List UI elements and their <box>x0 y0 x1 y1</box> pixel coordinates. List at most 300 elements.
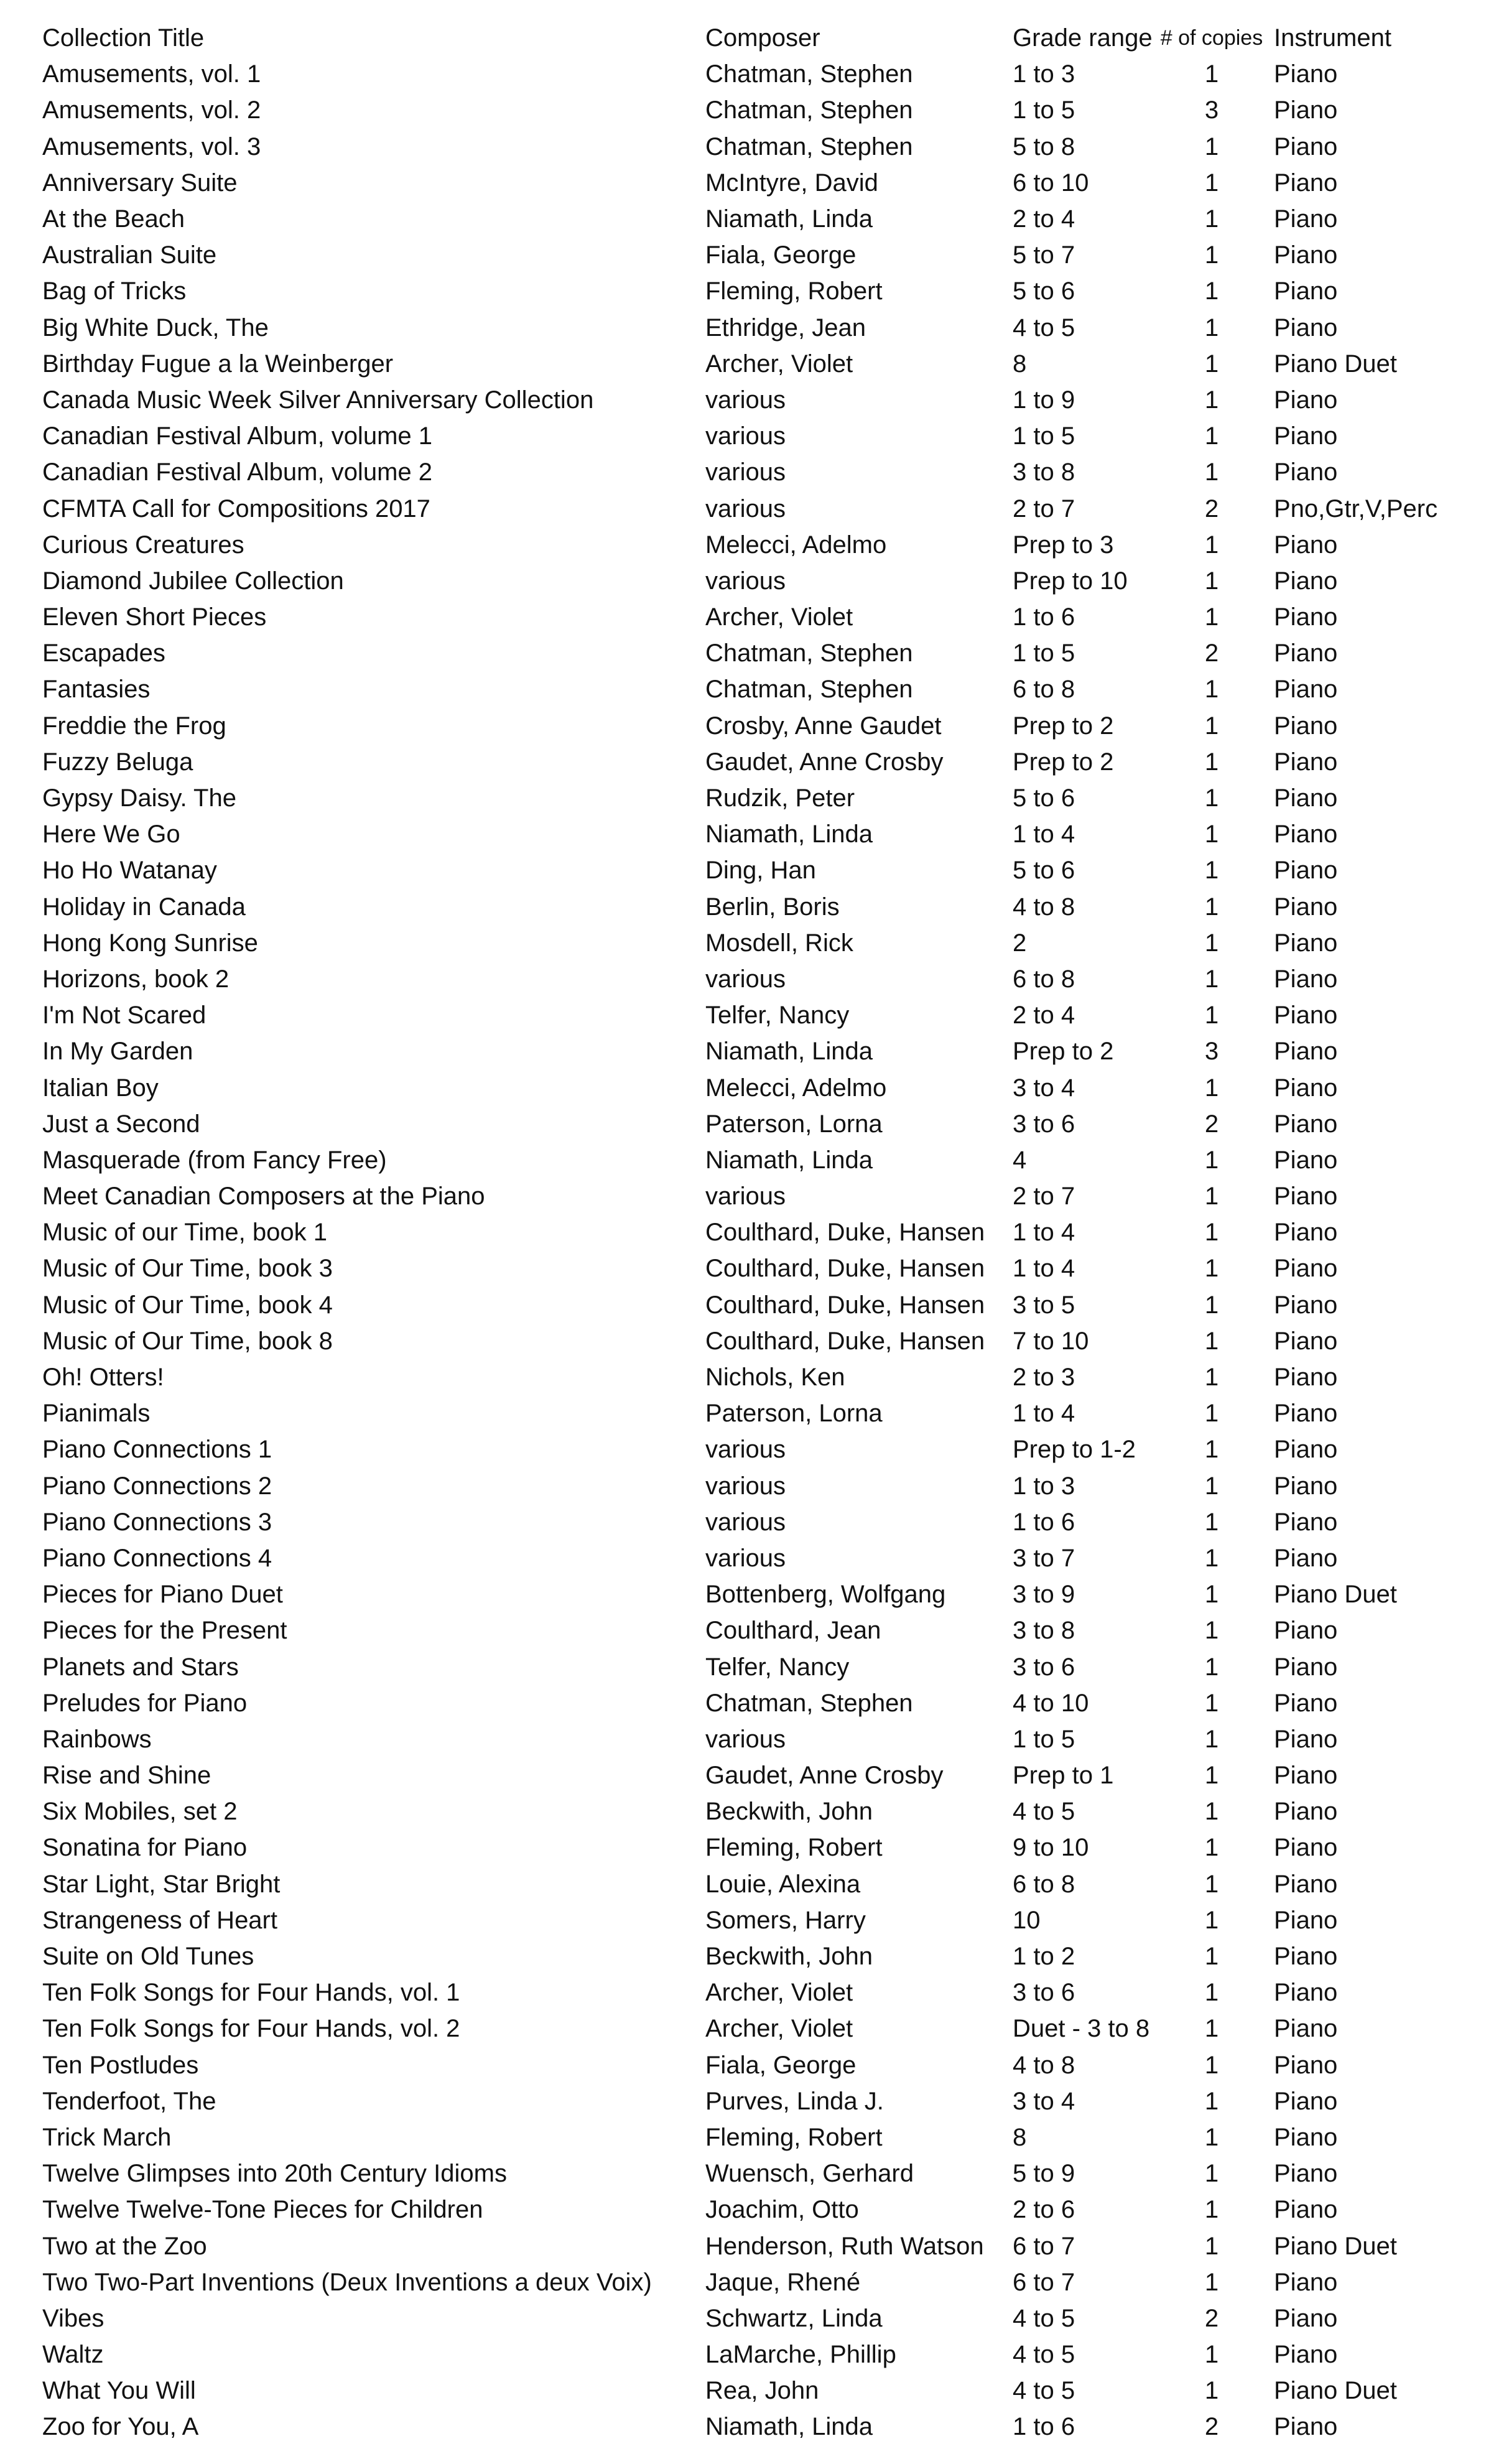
cell-composer: Fleming, Robert <box>705 1834 883 1862</box>
cell-composer: various <box>705 1725 786 1753</box>
cell-collection-title: Six Mobiles, set 2 <box>42 1798 238 1826</box>
cell-grade-range: 4 to 5 <box>1013 2304 1075 2332</box>
cell-copies: 1 <box>1204 1544 1219 1572</box>
cell-instrument: Piano <box>1274 1689 1338 1717</box>
table-row <box>42 1069 1509 1105</box>
table-row <box>42 2300 1509 2336</box>
cell-composer: Paterson, Lorna <box>705 1400 883 1428</box>
cell-copies: 2 <box>1204 2304 1219 2332</box>
table-row <box>42 2011 1509 2047</box>
cell-collection-title: Pianimals <box>42 1400 151 1428</box>
cell-composer: Archer, Violet <box>705 2015 853 2043</box>
cell-grade-range: 2 to 4 <box>1013 1002 1075 1030</box>
table-row <box>42 563 1509 599</box>
cell-collection-title: Amusements, vol. 3 <box>42 132 261 160</box>
cell-grade-range: 5 to 6 <box>1013 277 1075 305</box>
table-row <box>42 1757 1509 1793</box>
table-row <box>42 1468 1509 1504</box>
cell-copies: 1 <box>1204 1834 1219 1862</box>
cell-composer: various <box>705 458 786 486</box>
collection-table <box>42 20 1509 2445</box>
cell-instrument: Piano <box>1274 2051 1338 2079</box>
cell-grade-range: Prep to 1-2 <box>1013 1436 1136 1464</box>
cell-collection-title: Ten Postludes <box>42 2051 199 2079</box>
cell-composer: Fiala, George <box>705 241 857 269</box>
cell-composer: Melecci, Adelmo <box>705 1074 887 1102</box>
cell-grade-range: 1 to 2 <box>1013 1943 1075 1971</box>
table-row <box>42 201 1509 237</box>
table-row <box>42 56 1509 92</box>
cell-composer: Beckwith, John <box>705 1798 873 1826</box>
cell-copies: 1 <box>1204 2268 1219 2296</box>
cell-instrument: Piano <box>1274 1038 1338 1066</box>
cell-composer: Melecci, Adelmo <box>705 531 887 559</box>
cell-collection-title: Strangeness of Heart <box>42 1906 277 1934</box>
cell-copies: 1 <box>1204 1979 1219 2007</box>
cell-collection-title: Italian Boy <box>42 1074 159 1102</box>
cell-composer: various <box>705 386 786 414</box>
cell-collection-title: Canadian Festival Album, volume 2 <box>42 458 432 486</box>
cell-composer: Ethridge, Jean <box>705 314 866 342</box>
cell-copies: 1 <box>1204 1436 1219 1464</box>
cell-instrument: Piano <box>1274 1291 1338 1319</box>
table-row <box>42 2228 1509 2264</box>
cell-copies: 1 <box>1204 531 1219 559</box>
cell-instrument: Piano <box>1274 676 1338 704</box>
cell-composer: Coulthard, Duke, Hansen <box>705 1291 985 1319</box>
cell-grade-range: 9 to 10 <box>1013 1834 1089 1862</box>
cell-instrument: Piano <box>1274 1074 1338 1102</box>
table-row <box>42 527 1509 563</box>
cell-collection-title: Here We Go <box>42 821 180 848</box>
cell-collection-title: Masquerade (from Fancy Free) <box>42 1146 387 1174</box>
cell-grade-range: 4 <box>1013 1146 1027 1174</box>
cell-copies: 1 <box>1204 1617 1219 1645</box>
cell-instrument: Piano <box>1274 277 1338 305</box>
cell-composer: Schwartz, Linda <box>705 2304 883 2332</box>
cell-composer: various <box>705 567 786 595</box>
table-row <box>42 1612 1509 1648</box>
cell-instrument: Piano <box>1274 2087 1338 2115</box>
cell-copies: 1 <box>1204 567 1219 595</box>
cell-collection-title: In My Garden <box>42 1038 193 1066</box>
cell-collection-title: What You Will <box>42 2377 196 2405</box>
cell-copies: 1 <box>1204 132 1219 160</box>
cell-instrument: Piano <box>1274 893 1338 921</box>
cell-grade-range: 1 to 5 <box>1013 639 1075 667</box>
cell-collection-title: Rainbows <box>42 1725 152 1753</box>
cell-instrument: Piano <box>1274 1943 1338 1971</box>
cell-grade-range: 3 to 9 <box>1013 1581 1075 1609</box>
cell-collection-title: Pieces for Piano Duet <box>42 1581 283 1609</box>
cell-instrument: Piano <box>1274 1762 1338 1790</box>
cell-collection-title: Pieces for the Present <box>42 1617 287 1645</box>
cell-grade-range: Prep to 2 <box>1013 748 1114 776</box>
cell-grade-range: 4 to 8 <box>1013 893 1075 921</box>
cell-grade-range: 1 to 5 <box>1013 96 1075 124</box>
header-collection-title: Collection Title <box>42 24 205 52</box>
cell-composer: Joachim, Otto <box>705 2196 859 2224</box>
cell-copies: 1 <box>1204 2341 1219 2369</box>
cell-collection-title: Diamond Jubilee Collection <box>42 567 344 595</box>
cell-collection-title: Amusements, vol. 1 <box>42 60 261 88</box>
cell-copies: 1 <box>1204 1400 1219 1428</box>
cell-grade-range: 8 <box>1013 350 1027 378</box>
table-row <box>42 1974 1509 2011</box>
cell-grade-range: 6 to 8 <box>1013 965 1075 993</box>
table-row <box>42 1829 1509 1866</box>
cell-collection-title: Two Two-Part Inventions (Deux Inventions a deux Voix) <box>42 2268 652 2296</box>
cell-grade-range: 5 to 6 <box>1013 857 1075 885</box>
cell-collection-title: I'm Not Scared <box>42 1002 207 1030</box>
cell-collection-title: Ten Folk Songs for Four Hands, vol. 2 <box>42 2015 460 2043</box>
cell-grade-range: Prep to 1 <box>1013 1762 1114 1790</box>
cell-grade-range: Duet - 3 to 8 <box>1013 2015 1150 2043</box>
cell-copies: 1 <box>1204 1762 1219 1790</box>
table-row <box>42 310 1509 346</box>
cell-instrument: Piano <box>1274 241 1338 269</box>
cell-instrument: Piano <box>1274 1436 1338 1464</box>
cell-instrument: Piano <box>1274 169 1338 197</box>
cell-grade-range: 5 to 7 <box>1013 241 1075 269</box>
table-row <box>42 237 1509 273</box>
cell-collection-title: Piano Connections 1 <box>42 1436 272 1464</box>
cell-copies: 1 <box>1204 458 1219 486</box>
cell-composer: Gaudet, Anne Crosby <box>705 748 944 776</box>
cell-grade-range: 3 to 4 <box>1013 1074 1075 1102</box>
cell-copies: 1 <box>1204 893 1219 921</box>
table-row <box>42 2336 1509 2373</box>
cell-composer: Rea, John <box>705 2377 819 2405</box>
cell-grade-range: 3 to 4 <box>1013 2087 1075 2115</box>
cell-collection-title: Music of our Time, book 1 <box>42 1219 327 1247</box>
table-row <box>42 1250 1509 1286</box>
cell-collection-title: Curious Creatures <box>42 531 244 559</box>
cell-collection-title: Eleven Short Pieces <box>42 603 267 631</box>
cell-composer: various <box>705 1183 786 1211</box>
cell-instrument: Piano <box>1274 748 1338 776</box>
cell-instrument: Piano Duet <box>1274 350 1397 378</box>
cell-collection-title: Rise and Shine <box>42 1762 211 1790</box>
cell-copies: 1 <box>1204 2087 1219 2115</box>
table-row <box>42 165 1509 201</box>
cell-collection-title: Fuzzy Beluga <box>42 748 193 776</box>
table-row <box>42 382 1509 418</box>
cell-instrument: Piano <box>1274 1472 1338 1500</box>
cell-collection-title: Music of Our Time, book 8 <box>42 1327 333 1355</box>
cell-composer: Niamath, Linda <box>705 821 873 848</box>
cell-copies: 1 <box>1204 2160 1219 2188</box>
cell-copies: 1 <box>1204 1364 1219 1392</box>
cell-collection-title: Gypsy Daisy. The <box>42 784 236 812</box>
cell-collection-title: Piano Connections 4 <box>42 1544 272 1572</box>
cell-grade-range: 2 to 7 <box>1013 1183 1075 1211</box>
table-row <box>42 2047 1509 2083</box>
cell-grade-range: 2 to 6 <box>1013 2196 1075 2224</box>
cell-copies: 1 <box>1204 1653 1219 1681</box>
table-row <box>42 997 1509 1033</box>
cell-copies: 1 <box>1204 2123 1219 2151</box>
cell-collection-title: Big White Duck, The <box>42 314 269 342</box>
cell-copies: 1 <box>1204 1798 1219 1826</box>
cell-instrument: Piano <box>1274 1870 1338 1898</box>
cell-collection-title: Birthday Fugue a la Weinberger <box>42 350 394 378</box>
cell-collection-title: Freddie the Frog <box>42 712 226 740</box>
table-row <box>42 1178 1509 1214</box>
cell-copies: 1 <box>1204 1183 1219 1211</box>
table-row <box>42 1902 1509 1938</box>
cell-grade-range: 5 to 6 <box>1013 784 1075 812</box>
cell-composer: Niamath, Linda <box>705 2413 873 2441</box>
cell-grade-range: 10 <box>1013 1906 1041 1934</box>
table-row <box>42 1431 1509 1467</box>
table-row <box>42 1540 1509 1576</box>
cell-grade-range: 4 to 5 <box>1013 314 1075 342</box>
cell-collection-title: Trick March <box>42 2123 172 2151</box>
cell-instrument: Pno,Gtr,V,Perc <box>1274 495 1438 523</box>
cell-instrument: Piano Duet <box>1274 2232 1397 2260</box>
cell-grade-range: 2 to 4 <box>1013 205 1075 233</box>
cell-composer: Purves, Linda J. <box>705 2087 884 2115</box>
cell-copies: 1 <box>1204 2015 1219 2043</box>
cell-collection-title: Canada Music Week Silver Anniversary Collection <box>42 386 594 414</box>
cell-copies: 1 <box>1204 60 1219 88</box>
cell-copies: 1 <box>1204 386 1219 414</box>
cell-instrument: Piano <box>1274 96 1338 124</box>
cell-composer: Rudzik, Peter <box>705 784 855 812</box>
cell-copies: 1 <box>1204 2051 1219 2079</box>
table-row <box>42 744 1509 780</box>
cell-collection-title: Music of Our Time, book 3 <box>42 1255 333 1283</box>
cell-copies: 1 <box>1204 2196 1219 2224</box>
cell-collection-title: Ho Ho Watanay <box>42 857 217 885</box>
cell-composer: Wuensch, Gerhard <box>705 2160 914 2188</box>
cell-composer: Nichols, Ken <box>705 1364 845 1392</box>
cell-copies: 1 <box>1204 1291 1219 1319</box>
table-row <box>42 1323 1509 1359</box>
cell-instrument: Piano Duet <box>1274 1581 1397 1609</box>
cell-collection-title: Twelve Glimpses into 20th Century Idioms <box>42 2160 507 2188</box>
cell-grade-range: 3 to 5 <box>1013 1291 1075 1319</box>
cell-instrument: Piano <box>1274 1364 1338 1392</box>
cell-copies: 1 <box>1204 1725 1219 1753</box>
table-row <box>42 2409 1509 2445</box>
cell-composer: Fleming, Robert <box>705 277 883 305</box>
header-copies: # of copies <box>1160 26 1263 50</box>
cell-composer: Gaudet, Anne Crosby <box>705 1762 944 1790</box>
table-row <box>42 816 1509 852</box>
cell-copies: 1 <box>1204 1327 1219 1355</box>
cell-copies: 2 <box>1204 2413 1219 2441</box>
cell-instrument: Piano <box>1274 2268 1338 2296</box>
cell-instrument: Piano <box>1274 965 1338 993</box>
cell-grade-range: 6 to 10 <box>1013 169 1089 197</box>
table-row <box>42 2192 1509 2228</box>
cell-instrument: Piano <box>1274 1906 1338 1934</box>
cell-collection-title: Piano Connections 3 <box>42 1508 272 1536</box>
table-body <box>42 56 1509 2445</box>
cell-copies: 1 <box>1204 1906 1219 1934</box>
cell-collection-title: Anniversary Suite <box>42 169 238 197</box>
table-row <box>42 92 1509 128</box>
cell-grade-range: 4 to 5 <box>1013 2377 1075 2405</box>
cell-collection-title: Vibes <box>42 2304 104 2332</box>
header-instrument: Instrument <box>1274 24 1391 52</box>
table-row <box>42 1287 1509 1323</box>
cell-composer: LaMarche, Phillip <box>705 2341 896 2369</box>
cell-instrument: Piano <box>1274 132 1338 160</box>
header-composer: Composer <box>705 24 820 52</box>
cell-copies: 1 <box>1204 965 1219 993</box>
cell-collection-title: Tenderfoot, The <box>42 2087 216 2115</box>
cell-copies: 1 <box>1204 1255 1219 1283</box>
cell-copies: 1 <box>1204 676 1219 704</box>
cell-composer: various <box>705 965 786 993</box>
cell-collection-title: Horizons, book 2 <box>42 965 230 993</box>
table-row <box>42 1033 1509 1069</box>
cell-instrument: Piano Duet <box>1274 2377 1397 2405</box>
cell-grade-range: Prep to 3 <box>1013 531 1114 559</box>
cell-copies: 3 <box>1204 96 1219 124</box>
cell-grade-range: 3 to 8 <box>1013 458 1075 486</box>
cell-grade-range: 5 to 8 <box>1013 132 1075 160</box>
cell-composer: Paterson, Lorna <box>705 1110 883 1138</box>
table-row <box>42 418 1509 454</box>
cell-composer: Niamath, Linda <box>705 1038 873 1066</box>
cell-copies: 1 <box>1204 1581 1219 1609</box>
cell-copies: 1 <box>1204 1219 1219 1247</box>
cell-grade-range: 3 to 6 <box>1013 1653 1075 1681</box>
table-row <box>42 2264 1509 2300</box>
cell-copies: 1 <box>1204 1472 1219 1500</box>
cell-grade-range: 1 to 4 <box>1013 1400 1075 1428</box>
cell-composer: Berlin, Boris <box>705 893 840 921</box>
cell-copies: 1 <box>1204 1689 1219 1717</box>
table-row <box>42 1142 1509 1178</box>
cell-composer: Coulthard, Duke, Hansen <box>705 1327 985 1355</box>
cell-copies: 1 <box>1204 603 1219 631</box>
cell-instrument: Piano <box>1274 2413 1338 2441</box>
cell-composer: Chatman, Stephen <box>705 60 913 88</box>
cell-instrument: Piano <box>1274 1798 1338 1826</box>
cell-collection-title: Bag of Tricks <box>42 277 187 305</box>
cell-copies: 1 <box>1204 2377 1219 2405</box>
cell-instrument: Piano <box>1274 422 1338 450</box>
cell-instrument: Piano <box>1274 1110 1338 1138</box>
cell-instrument: Piano <box>1274 1508 1338 1536</box>
cell-instrument: Piano <box>1274 712 1338 740</box>
cell-composer: Crosby, Anne Gaudet <box>705 712 942 740</box>
cell-grade-range: 1 to 4 <box>1013 1255 1075 1283</box>
cell-composer: Chatman, Stephen <box>705 1689 913 1717</box>
table-row <box>42 1721 1509 1757</box>
table-row <box>42 454 1509 490</box>
cell-grade-range: 1 to 6 <box>1013 603 1075 631</box>
cell-instrument: Piano <box>1274 2341 1338 2369</box>
table-row <box>42 2119 1509 2155</box>
table-row <box>42 1793 1509 1829</box>
cell-composer: Mosdell, Rick <box>705 929 853 957</box>
cell-instrument: Piano <box>1274 2160 1338 2188</box>
table-row <box>42 273 1509 309</box>
cell-collection-title: Waltz <box>42 2341 104 2369</box>
cell-composer: Archer, Violet <box>705 1979 853 2007</box>
cell-instrument: Piano <box>1274 1979 1338 2007</box>
cell-collection-title: Meet Canadian Composers at the Piano <box>42 1183 485 1211</box>
cell-grade-range: 6 to 7 <box>1013 2232 1075 2260</box>
cell-collection-title: Suite on Old Tunes <box>42 1943 254 1971</box>
cell-copies: 1 <box>1204 784 1219 812</box>
cell-composer: Chatman, Stephen <box>705 132 913 160</box>
cell-instrument: Piano <box>1274 1400 1338 1428</box>
table-row <box>42 2083 1509 2119</box>
cell-composer: Fleming, Robert <box>705 2123 883 2151</box>
cell-copies: 1 <box>1204 1146 1219 1174</box>
cell-copies: 1 <box>1204 1002 1219 1030</box>
header-grade-range: Grade range <box>1013 24 1153 52</box>
cell-instrument: Piano <box>1274 2196 1338 2224</box>
cell-grade-range: 6 to 7 <box>1013 2268 1075 2296</box>
cell-composer: Coulthard, Duke, Hansen <box>705 1255 985 1283</box>
cell-copies: 1 <box>1204 314 1219 342</box>
cell-collection-title: Ten Folk Songs for Four Hands, vol. 1 <box>42 1979 460 2007</box>
table-row <box>42 635 1509 671</box>
cell-composer: Niamath, Linda <box>705 1146 873 1174</box>
table-row <box>42 1938 1509 1974</box>
cell-copies: 1 <box>1204 821 1219 848</box>
cell-composer: various <box>705 495 786 523</box>
cell-instrument: Piano <box>1274 386 1338 414</box>
table-row <box>42 1359 1509 1395</box>
cell-grade-range: 3 to 6 <box>1013 1979 1075 2007</box>
cell-grade-range: 1 to 3 <box>1013 1472 1075 1500</box>
table-row <box>42 1395 1509 1431</box>
cell-copies: 2 <box>1204 639 1219 667</box>
cell-collection-title: Planets and Stars <box>42 1653 239 1681</box>
table-row <box>42 1106 1509 1142</box>
cell-instrument: Piano <box>1274 205 1338 233</box>
cell-instrument: Piano <box>1274 2304 1338 2332</box>
cell-copies: 1 <box>1204 241 1219 269</box>
cell-grade-range: 1 to 4 <box>1013 821 1075 848</box>
cell-copies: 1 <box>1204 1943 1219 1971</box>
table-row <box>42 780 1509 816</box>
cell-composer: various <box>705 1544 786 1572</box>
cell-grade-range: 4 to 5 <box>1013 1798 1075 1826</box>
table-row <box>42 346 1509 382</box>
cell-grade-range: 7 to 10 <box>1013 1327 1089 1355</box>
table-row <box>42 852 1509 888</box>
cell-grade-range: 1 to 6 <box>1013 1508 1075 1536</box>
table-row <box>42 1648 1509 1685</box>
cell-instrument: Piano <box>1274 929 1338 957</box>
cell-composer: various <box>705 1472 786 1500</box>
cell-grade-range: 2 to 3 <box>1013 1364 1075 1392</box>
cell-copies: 3 <box>1204 1038 1219 1066</box>
cell-copies: 1 <box>1204 1074 1219 1102</box>
cell-collection-title: At the Beach <box>42 205 185 233</box>
cell-instrument: Piano <box>1274 857 1338 885</box>
cell-composer: various <box>705 1436 786 1464</box>
cell-grade-range: 1 to 3 <box>1013 60 1075 88</box>
cell-instrument: Piano <box>1274 1255 1338 1283</box>
cell-grade-range: 4 to 5 <box>1013 2341 1075 2369</box>
cell-grade-range: Prep to 10 <box>1013 567 1128 595</box>
cell-collection-title: Sonatina for Piano <box>42 1834 248 1862</box>
cell-copies: 1 <box>1204 1508 1219 1536</box>
cell-instrument: Piano <box>1274 1544 1338 1572</box>
table-row <box>42 1685 1509 1721</box>
